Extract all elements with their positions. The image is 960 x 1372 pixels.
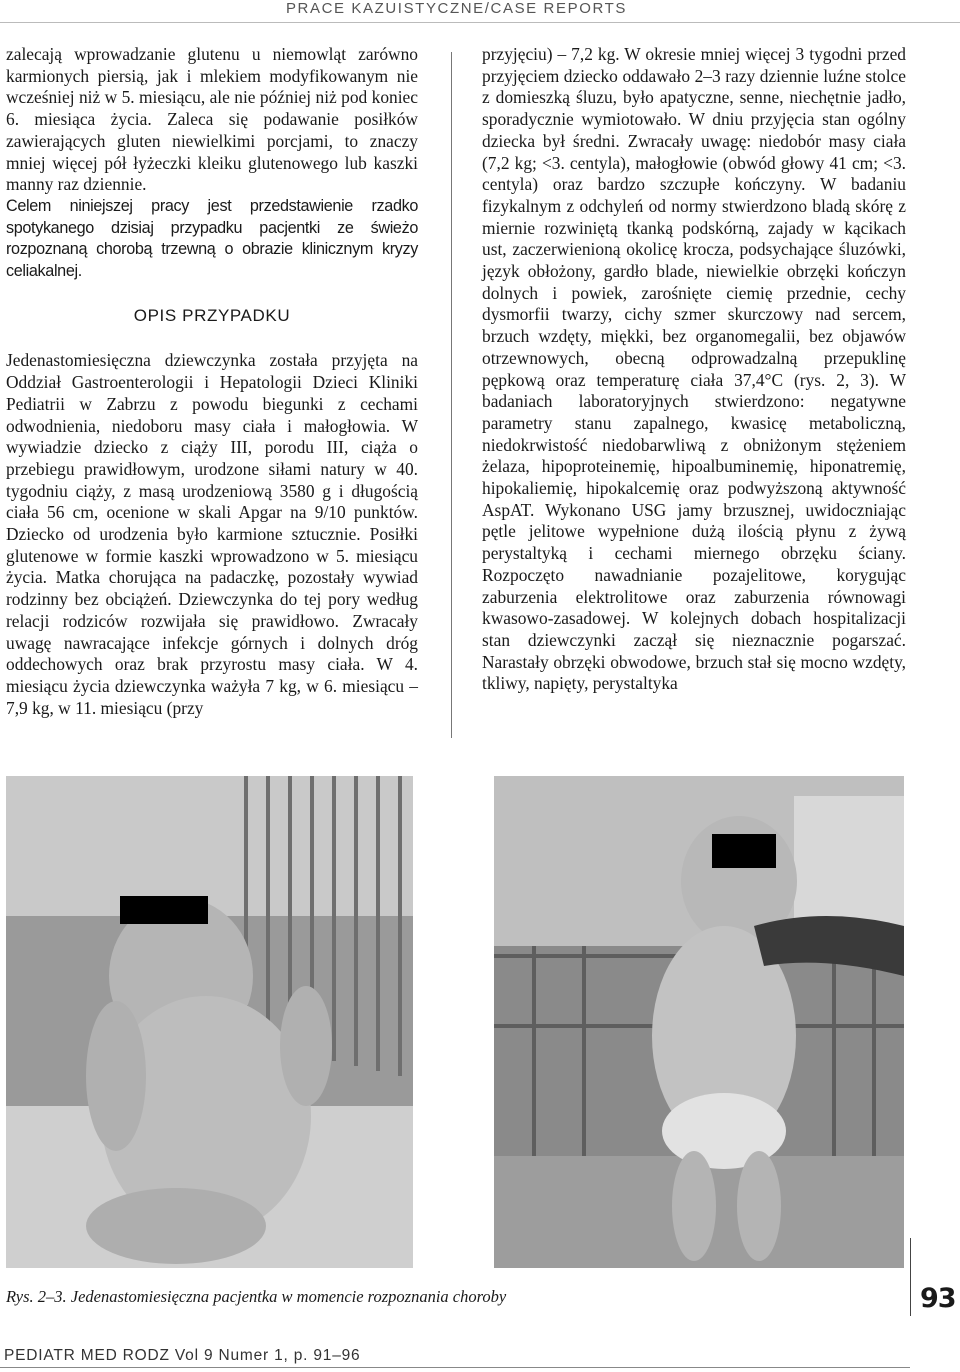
- case-continuation-paragraph: przyjęciu) – 7,2 kg. W okresie mniej więcej 3 tygodni przed przyjęciem dziecko oddawało 2–3 razy dziennie luźne stolce z domieszką śluzu, było apatyczne, senne, niechętnie jadło, sporadycznie wymiotowało. W dniu przyjęcia stan ogólny dziecka był średni. Zwracały uwagę: niedobór masy ciała (7,2 kg; <3. centyla), małogłowie (obwód głowy 41 cm; <3. centyla) oraz bardzo szczupłe kończyny. W badaniu fizykalnym z odchyleń od normy stwierdzono bladą skórę z miernie rozwiniętą tkanką podskórną, zajady w kącikach ust, zaczerwienioną okolicę krocza, podsychające śluzówki, język obłożony, gardło blade, niewielkie obrzęki kończyn dolnych i powiek, zarośnięte ciemię przednie, cechy dysmorfii twarzy, cichy szmer skurczowy nad sercem, brzuch wzdęty, miękki, bez organomegalii, bez objawów otrzewnowych, obecną odprowadzalną przepuklinę pępkową oraz temperaturę ciała 37,4°C (rys. 2, 3). W badaniach laboratoryjnych stwierdzono: negatywne parametry stanu zapalnego, kwasicę metaboliczną, niedokrwistość niedobarwliwą z obniżonym stężeniem żelaza, hipoproteinemię, hipoalbuminemię, hiponatremię, hipokaliemię, hipokalcemię oraz podwyższoną aktywność AspAT. Wykonano USG jamy brzusznej, uwidoczniając pętle jelitowe wypełnione dużą ilością płynu z żywą perystaltyką i cechami miernego obrzęku ściany. Rozpoczęto nawadnianie pozajelitowe, korygując zaburzenia elektrolitowe oraz zaburzenia równowagi kwasowo-zasadowej. W kolejnych dobach hospitalizacji stan dziewczynki zaczął się nieznacznie pogarszać. Narastały obrzęki obwodowe, brzuch stał się mocno wzdęty, tkliwy, napięty, perystaltyka: [482, 44, 906, 694]
- figure-photo-3: [494, 776, 904, 1268]
- running-header: PRACE KAZUISTYCZNE/CASE REPORTS: [285, 0, 627, 17]
- section-heading: OPIS PRZYPADKU: [133, 305, 291, 325]
- left-column: [6, 44, 418, 719]
- journal-footer: PEDIATR MED RODZ Vol 9 Numer 1, p. 91–96: [4, 1347, 361, 1364]
- intro-paragraph: zalecają wprowadzanie glutenu u niemowląt zarówno karmionych piersią, jak i mlekiem modyfikowanym nie wcześniej niż w 5. miesiącu, ale nie później niż pod koniec 6. miesiąca życia. Zaleca się podawanie posiłków zawierających gluten niewielkimi porcjami, to znaczy mniej więcej pół łyżeczki kleiku glutenowego lub kaszki manny raz dziennie.: [6, 44, 418, 195]
- page-number: 93: [920, 1283, 956, 1314]
- patient-photo-standing: [494, 776, 904, 1268]
- patient-photo-lying: [6, 776, 413, 1268]
- page-number-rule: [910, 1238, 911, 1316]
- column-divider: [451, 52, 452, 738]
- figure-caption: Rys. 2–3. Jedenastomiesięczna pacjentka w momencie rozpoznania choroby: [6, 1287, 507, 1306]
- footer-rule: [0, 1367, 910, 1368]
- header-rule: [0, 22, 960, 23]
- case-paragraph: Jedenastomiesięczna dziewczynka została przyjęta na Oddział Gastroenterologii i Hepatologii Dzieci Kliniki Pediatrii w Zabrzu z powodu biegunki z cechami odwodnienia, niedoboru masy ciała i małogłowia. W wywiadzie dziecko z ciąży III, porodu III, ciąża o przebiegu prawidłowym, urodzone siłami natury w 40. tygodniu ciąży, z masą urodzeniową 3580 g i długością ciała 56 cm, ocenione w skali Apgar na 9/10 punktów. Dziecko od urodzenia było karmione sztucznie. Posiłki glutenowe w formie kaszki wprowadzono w 5. miesiącu życia. Matka chorująca na padaczkę, pozostały wywiad rodzinny bez obciążeń. Dziewczynka do tej pory według relacji rodziców rozwijała się prawidłowo. Zwracały uwagę nawracające infekcje górnych i dolnych dróg oddechowych oraz brak przyrostu masy ciała. W 4. miesiącu życia dziewczynka ważyła 7 kg, w 6. miesiącu – 7,9 kg, w 11. miesiącu (przy: [6, 350, 418, 718]
- right-column: [482, 44, 906, 695]
- aim-paragraph: Celem niniejszej pracy jest przedstawienie rzadko spotykanego dzisiaj przypadku pacjentki ze świeżo rozpoznaną chorobą trzewną o obrazie klinicznym kryzy celiakalnej.: [6, 196, 418, 281]
- figure-photo-2: [6, 776, 413, 1268]
